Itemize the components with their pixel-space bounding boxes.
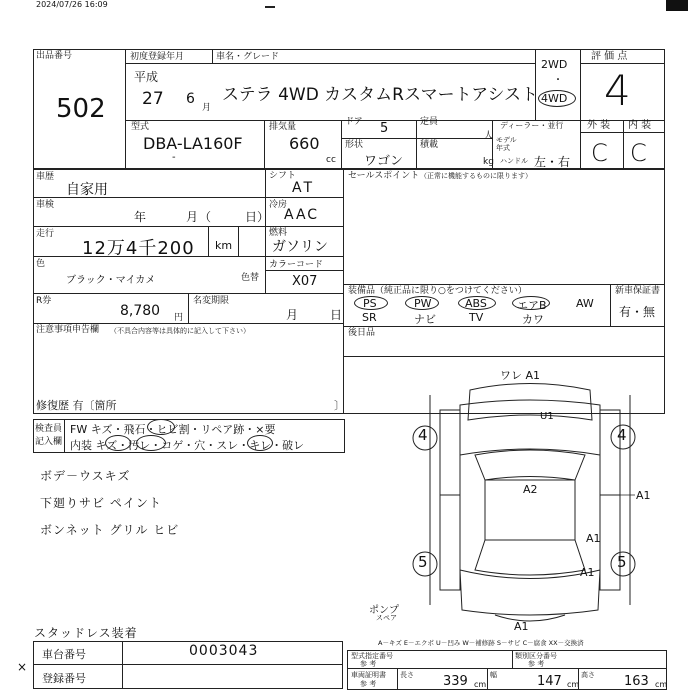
height: 163	[624, 674, 649, 689]
steering-label: ハンドル	[500, 157, 528, 165]
doors: 5	[380, 121, 389, 136]
damage-code-roof: U1	[540, 411, 554, 422]
lot-number: 502	[56, 94, 106, 124]
ac: AAC	[284, 207, 320, 223]
mileage: 12万4千200	[82, 238, 195, 259]
damage-code-front: ワレ A1	[500, 369, 541, 382]
equip-abs: ABS	[465, 297, 487, 310]
car-label: 車名・グレード	[216, 52, 280, 62]
warranty-label: 新車保証書	[615, 286, 661, 296]
remark-3: ボンネット グリル ヒビ	[40, 523, 180, 537]
spare-note: ポンプ	[369, 605, 399, 616]
color: ブラック・マイカメ	[66, 275, 156, 286]
tailgate-outline	[460, 570, 600, 615]
sales-point-label: セールスポイント	[348, 171, 420, 181]
rear-seat-label: 後日品	[348, 328, 376, 338]
scan-mark	[666, 0, 688, 11]
tire-rr: 5	[617, 553, 627, 571]
equip-ps: PS	[363, 297, 377, 310]
damage-code-roof2: A2	[523, 483, 538, 496]
equipment-label: 装備品（純正品に限り○をつけてください）	[348, 286, 527, 296]
reg-month: 6	[186, 91, 195, 107]
inspection-label: 車検	[36, 200, 55, 210]
rear-window-outline	[475, 540, 585, 575]
dealer-label: ディーラー・並行	[500, 121, 564, 130]
load-label: 積載	[420, 140, 439, 150]
fuel: ガソリン	[272, 239, 328, 255]
width: 147	[537, 674, 562, 689]
era: 平成	[134, 70, 159, 84]
doors-label: ドア	[345, 117, 363, 127]
displacement-label: 排気量	[269, 122, 297, 132]
model-label: 型式	[131, 122, 150, 132]
length: 339	[443, 674, 468, 689]
reg-year: 27	[142, 89, 164, 109]
ext-grade: C	[591, 139, 608, 167]
reg-month-unit: 月	[202, 103, 212, 113]
color-code: X07	[292, 274, 318, 289]
drive-2wd: 2WD	[541, 58, 568, 71]
mileage-label: 走行	[36, 229, 55, 239]
model-code: DBA-LA160F	[143, 134, 243, 153]
side-mark: ×	[17, 660, 28, 674]
notes-label: 注意事項申告欄	[36, 325, 100, 335]
fuel-label: 燃料	[269, 228, 288, 238]
int-grade: C	[630, 139, 647, 167]
legend: A－キズ E－エクボ U－凹み W－補修跡 S－サビ C－腐食 XX－交換済	[378, 639, 584, 647]
tire-fr: 4	[617, 426, 627, 444]
tire-fl: 4	[418, 426, 428, 444]
car-diagram	[400, 365, 660, 640]
damage-code-door: A1	[586, 532, 601, 545]
color-code-label: カラーコード	[269, 260, 324, 270]
chassis-number: 0003043	[189, 643, 259, 659]
reg-no-label: 登録番号	[42, 672, 86, 685]
damage-code-bottom: A1	[514, 620, 529, 633]
equip-airbag: エアB	[517, 299, 547, 312]
first-reg-label: 初度登録年月	[130, 52, 185, 62]
steering: 左・右	[534, 155, 571, 169]
int-grade-label: 内 装	[628, 120, 652, 131]
color-label: 色	[36, 259, 46, 269]
shift-label: シフト	[269, 171, 297, 181]
recycle-label: R券	[36, 296, 52, 306]
recycle-fee: 8,780	[120, 303, 161, 319]
tire-rl: 5	[418, 553, 428, 571]
repair-history: 修復歴 有〔箇所	[36, 399, 117, 412]
color-change-label: 色替	[241, 273, 260, 283]
grade-label: 評 価 点	[591, 51, 628, 62]
inspector-row-1: FW キズ・飛石・ヒビ割・リペア跡・×要	[70, 423, 276, 436]
body-type: ワゴン	[364, 154, 404, 169]
warranty: 有・無	[619, 305, 656, 319]
grade-score: 4	[604, 66, 631, 115]
spec-box	[347, 650, 667, 690]
body-type-label: 形状	[345, 140, 364, 150]
registration-label: 名変期限	[193, 296, 230, 306]
top-section	[33, 49, 665, 169]
chassis-label: 車台番号	[42, 648, 86, 661]
timestamp: 2024/07/26 16:09	[36, 0, 108, 9]
equip-aw: AW	[576, 297, 594, 310]
damage-code-rear: A1	[580, 566, 595, 579]
ext-grade-label: 外 装	[587, 120, 611, 131]
category-label: 車歴	[36, 172, 55, 182]
remark-4: スタッドレス装着	[34, 626, 138, 640]
hood-outline	[460, 400, 600, 455]
lot-label: 出品番号	[36, 51, 73, 61]
drive-4wd: 4WD	[541, 92, 568, 105]
remark-1: ボデ－ウスキズ	[40, 469, 131, 483]
model-year-label: モデル年式	[496, 136, 517, 152]
damage-code-right: A1	[636, 489, 651, 502]
remark-2: 下廻りサビ ペイント	[40, 496, 162, 510]
windshield-outline	[475, 450, 585, 480]
inspector-row-2: 内装 キズ・汚レ・コゲ・穴・スレ・キレ・破レ	[70, 439, 305, 452]
equip-pw: PW	[414, 297, 432, 310]
scan-mark	[265, 6, 275, 8]
category: 自家用	[66, 182, 108, 198]
ac-label: 冷房	[269, 200, 288, 210]
car-name: ステラ 4WD カスタムRスマートアシスト	[222, 85, 538, 105]
left-side-outline	[440, 410, 460, 590]
shift: AT	[292, 180, 316, 196]
capacity-label: 定員	[420, 117, 439, 127]
displacement: 660	[289, 134, 320, 153]
